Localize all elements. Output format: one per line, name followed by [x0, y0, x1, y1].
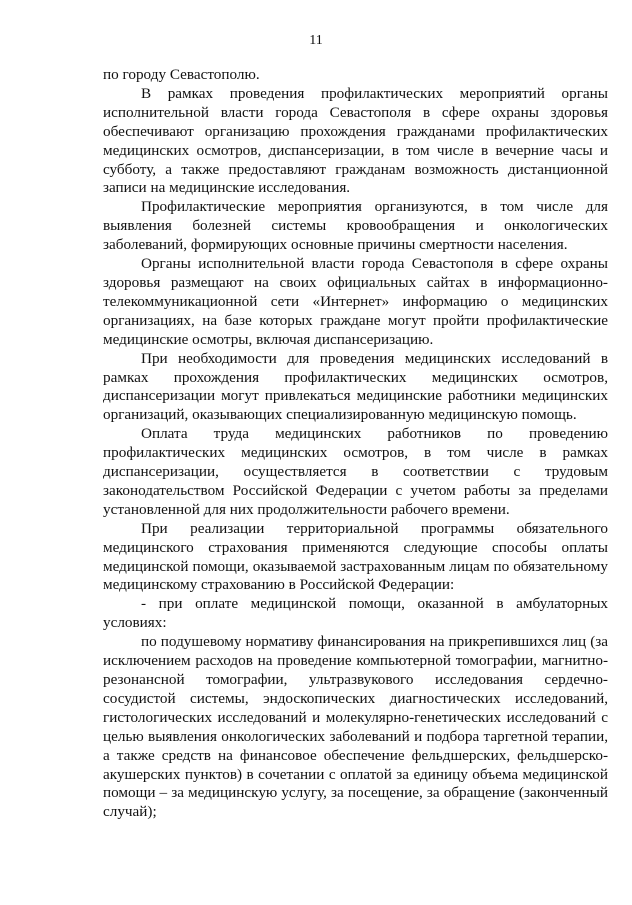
paragraph-9: по подушевому нормативу финансирования на прикрепившихся лиц (за исключением расходов на проведение компьютерной томографии, магнитно-резонансной томографии, ультразвукового исследования сердечно-сосудистой системы, эндоскопических диагностических исследований, гистологических исследований и молекулярно-генетических исследований с целью выявления онкологических заболеваний и подбора таргетной терапии, а также средств на финансовое обеспечение фельдшерских, фельдшерско-акушерских пунктов) в сочетании с оплатой за единицу объема медицинской помощи – за медицинскую услугу, за посещение, за обращение (законченный случай); [103, 633, 608, 821]
paragraph-5: При необходимости для проведения медицинских исследований в рамках прохождения профилактических медицинских осмотров, диспансеризации могут привлекаться медицинские работники медицинских организаций, оказывающих специализированную медицинскую помощь. [103, 349, 608, 424]
body-text [103, 66, 608, 822]
paragraph-3: Профилактические мероприятия организуются, в том числе для выявления болезней системы кровообращения и онкологических заболеваний, формирующих основные причины смертности населения. [103, 198, 608, 254]
page-number: 11 [309, 33, 323, 48]
paragraph-1: по городу Севастополю. [103, 66, 260, 83]
paragraph-7: При реализации территориальной программы обязательного медицинского страхования применяются следующие способы оплаты медицинской помощи, оказываемой застрахованным лицам по обязательному медицинскому страхованию в Российской Федерации: [103, 519, 608, 594]
paragraph-8: - при оплате медицинской помощи, оказанной в амбулаторных условиях: [103, 595, 608, 632]
paragraph-6: Оплата труда медицинских работников по проведению профилактических медицинских осмотров, в том числе в рамках диспансеризации, осуществляется в соответствии с трудовым законодательством Российской Федерации с учетом работы за пределами установленной для них продолжительности рабочего времени. [103, 425, 608, 518]
paragraph-4: Органы исполнительной власти города Севастополя в сфере охраны здоровья размещают на своих официальных сайтах в информационно-телекоммуникационной сети «Интернет» информацию о медицинских организациях, на базе которых граждане могут пройти профилактические медицинские осмотры, включая диспансеризацию. [103, 255, 608, 348]
paragraph-2: В рамках проведения профилактических мероприятий органы исполнительной власти города Севастополя в сфере охраны здоровья обеспечивают организацию прохождения гражданами профилактических медицинских осмотров, диспансеризации, в том числе в вечерние часы и субботу, а также предоставляют гражданам возможность дистанционной записи на медицинские исследования. [103, 84, 608, 197]
